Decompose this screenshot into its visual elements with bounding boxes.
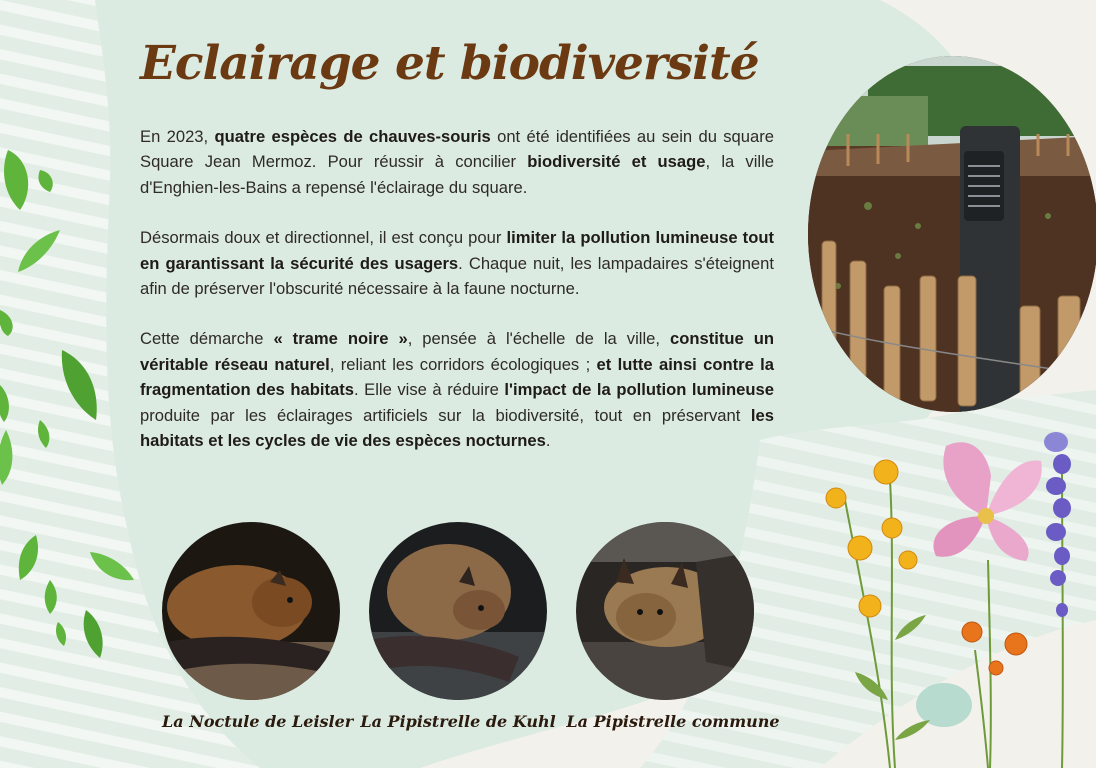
leaf-icon	[19, 535, 38, 580]
leaf-icon	[0, 385, 9, 422]
paragraph-3	[140, 326, 774, 453]
wildflowers-decoration	[800, 420, 1096, 768]
body-run: , la ville d'Enghien-les-Bains a repensé l'éclairage du square.	[140, 152, 775, 197]
leaf-icon	[38, 170, 52, 192]
flower-icon	[989, 661, 1003, 675]
body-run: Désormais doux et directionnel, il est conçu pour	[140, 228, 507, 248]
bat-caption: La Noctule de Leisler	[162, 712, 354, 731]
body-run: .	[545, 431, 551, 451]
park-lamp-post-photo	[808, 56, 1096, 412]
bat-photo-kuhl	[369, 522, 547, 700]
leaf-icon	[90, 552, 134, 580]
body-run: produite par les éclairages artificiels sur la biodiversité, tout en préservant	[140, 405, 751, 425]
paragraph-2	[140, 225, 774, 301]
leaf-icon	[45, 580, 57, 614]
leaf-icon	[18, 230, 60, 272]
emphasis-text: et lutte ainsi contre la fragmentation des habitats	[140, 354, 774, 400]
flower-icon	[882, 518, 902, 538]
leaves-decoration	[0, 140, 150, 660]
body-run: Cette démarche	[140, 329, 274, 349]
emphasis-text: les habitats et les cycles de vie des espèces nocturnes	[140, 405, 774, 451]
emphasis-text: « trame noire »	[273, 329, 408, 349]
leaf-icon	[0, 430, 12, 485]
flower-icon	[962, 622, 982, 642]
flower-icon	[848, 536, 872, 560]
flower-icon	[899, 551, 917, 569]
leaf-icon	[38, 420, 49, 448]
leaf-icon	[4, 150, 28, 210]
bat-caption: La Pipistrelle de Kuhl	[360, 712, 556, 731]
body-text	[140, 124, 774, 478]
body-run: . Chaque nuit, les lampadaires s'éteignent afin de préserver l'obscurité nécessaire à la faune nocturne.	[140, 253, 774, 299]
page-title: Eclairage et biodiversité	[140, 36, 759, 91]
body-run: ont été identifiées au sein du square Square Jean Mermoz. Pour réussir à concilier	[140, 127, 774, 172]
leaf-icon	[62, 350, 97, 420]
leaf-icon	[56, 622, 66, 646]
bat-photo-noctule	[162, 522, 340, 700]
bat-caption: La Pipistrelle commune	[566, 712, 780, 731]
body-run: En 2023,	[140, 127, 215, 146]
body-run: . Elle vise à réduire	[353, 380, 505, 400]
emphasis-text: biodiversité et usage	[527, 152, 706, 172]
cosmos-flower-icon	[933, 442, 1041, 561]
body-run: , pensée à l'échelle de la ville,	[407, 329, 670, 349]
flower-icon	[826, 488, 846, 508]
bat-photo-commune	[576, 522, 754, 700]
emphasis-text: l'impact de la pollution lumineuse	[504, 380, 774, 400]
flower-icon	[859, 595, 881, 617]
leaf-icon	[0, 310, 13, 336]
emphasis-text: limiter la pollution lumineuse tout en garantissant la sécurité des usagers	[140, 228, 774, 273]
lavender-icon	[1044, 432, 1068, 452]
emphasis-text: constitue un véritable réseau naturel	[140, 329, 775, 374]
paragraph-1	[140, 124, 774, 200]
body-run: , reliant les corridors écologiques ;	[329, 354, 597, 374]
emphasis-text: quatre espèces de chauves-souris	[214, 127, 491, 146]
leaf-icon	[84, 610, 103, 658]
flower-icon	[1005, 633, 1027, 655]
flower-icon	[874, 460, 898, 484]
